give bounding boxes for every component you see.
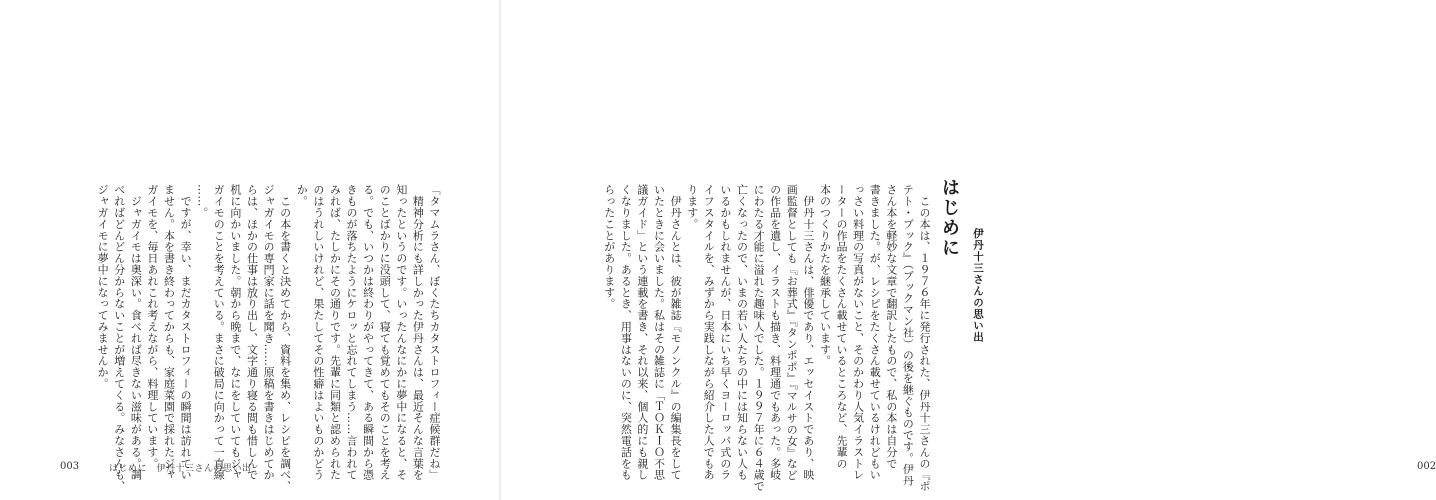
- right-page-body-text: この本は、１９７６年に発行された、伊丹十三さんの『ポ テト・ブック』（ブックマン社）の後を継ぐものです。伊丹 さん本を軽妙な文章で翻訳したもので、私の本は自分で 書きました。が、レシピをたくさん載せているけれどもい っさい料理の写真がないこと、そのかわり人気イラストレ ーターの作品をたくさん載せているところなど、先輩の 本のつくりかたを継承しています。 伊丹十三さんは、俳優であり、エッセイストであり、映 画監督としても『お葬式』『タンポポ』『マルサの女』など の作品を遺し、イラストも描き、料理通でもあった。多岐 にわたる才能に溢れた趣味人でした。１９９７年に６４歳で 亡くなったので、いまの若い人たちの中には知らない人も いるかもしれませんが、日本にいち早くヨーロッパ式のラ イフスタイルを、みずから実践しながら紹介した人でもあ ります。 伊丹さんとは、彼が雑誌『モノンクル』の編集長をして いたときに会いました。私はその雑誌に「ＴＯＫＩＯ不思 議ガイド」という連載を書き、それ以来、個人的にも親し くなりました。あるとき、用事はないのに、突然電話をも らったことがあります。: [602, 184, 931, 492]
- running-header: はじめに 伊丹十三さんの思い出: [109, 464, 252, 474]
- chapter-subheading: 伊丹十三さんの思い出: [972, 228, 984, 343]
- right-page: [500, 0, 1436, 500]
- left-page: [0, 0, 500, 500]
- left-page-body-text: 「タマムラさん、ぼくたちカタストロフィー症候群だね」 精神分析にも詳しかった伊丹さんは、最近そんな言葉を 知ったというのです。いったんなにかに夢中になると、そ のことばかりに没頭して、寝ても覚めてもそのことを考え る。でも、いつかは終わりがやってきて、ある瞬間から憑 きものが落ちたようにケロッと忘れてしまう……言われて みれば、たしかにその通りです。先輩に同類と認められた のはうれしいけれど、果たしてその性癖はよいものかどう か。 この本を書くと決めてから、資料を集め、レシピを調べ、 ジャガイモの専門家に話を聞き……原稿を書きはじめてか らは、ほかの仕事は放り出し、文字通り寝る間も惜しんで 机に向かいました。朝から晩まで、なにをしていてもジャ ガイモのことを考えている。まさに破局に向かって一直線 ……。 ですが、幸い、まだカタストロフィーの瞬間は訪れてい ません。本を書き終わってからも、家庭菜園で採れたジャ ガイモを、毎日あれこれ考えながら、料理しています。 ジャガイモは奥深い。食べれば尽きない滋味がある。調 べればどんどん分からないことが増えてくる。みなさんも、 ジャガイモに夢中になってみませんか。: [96, 184, 441, 492]
- page-number-right: 002: [1417, 461, 1436, 472]
- page-number-left: 003: [60, 461, 80, 472]
- chapter-heading: はじめに: [939, 178, 960, 258]
